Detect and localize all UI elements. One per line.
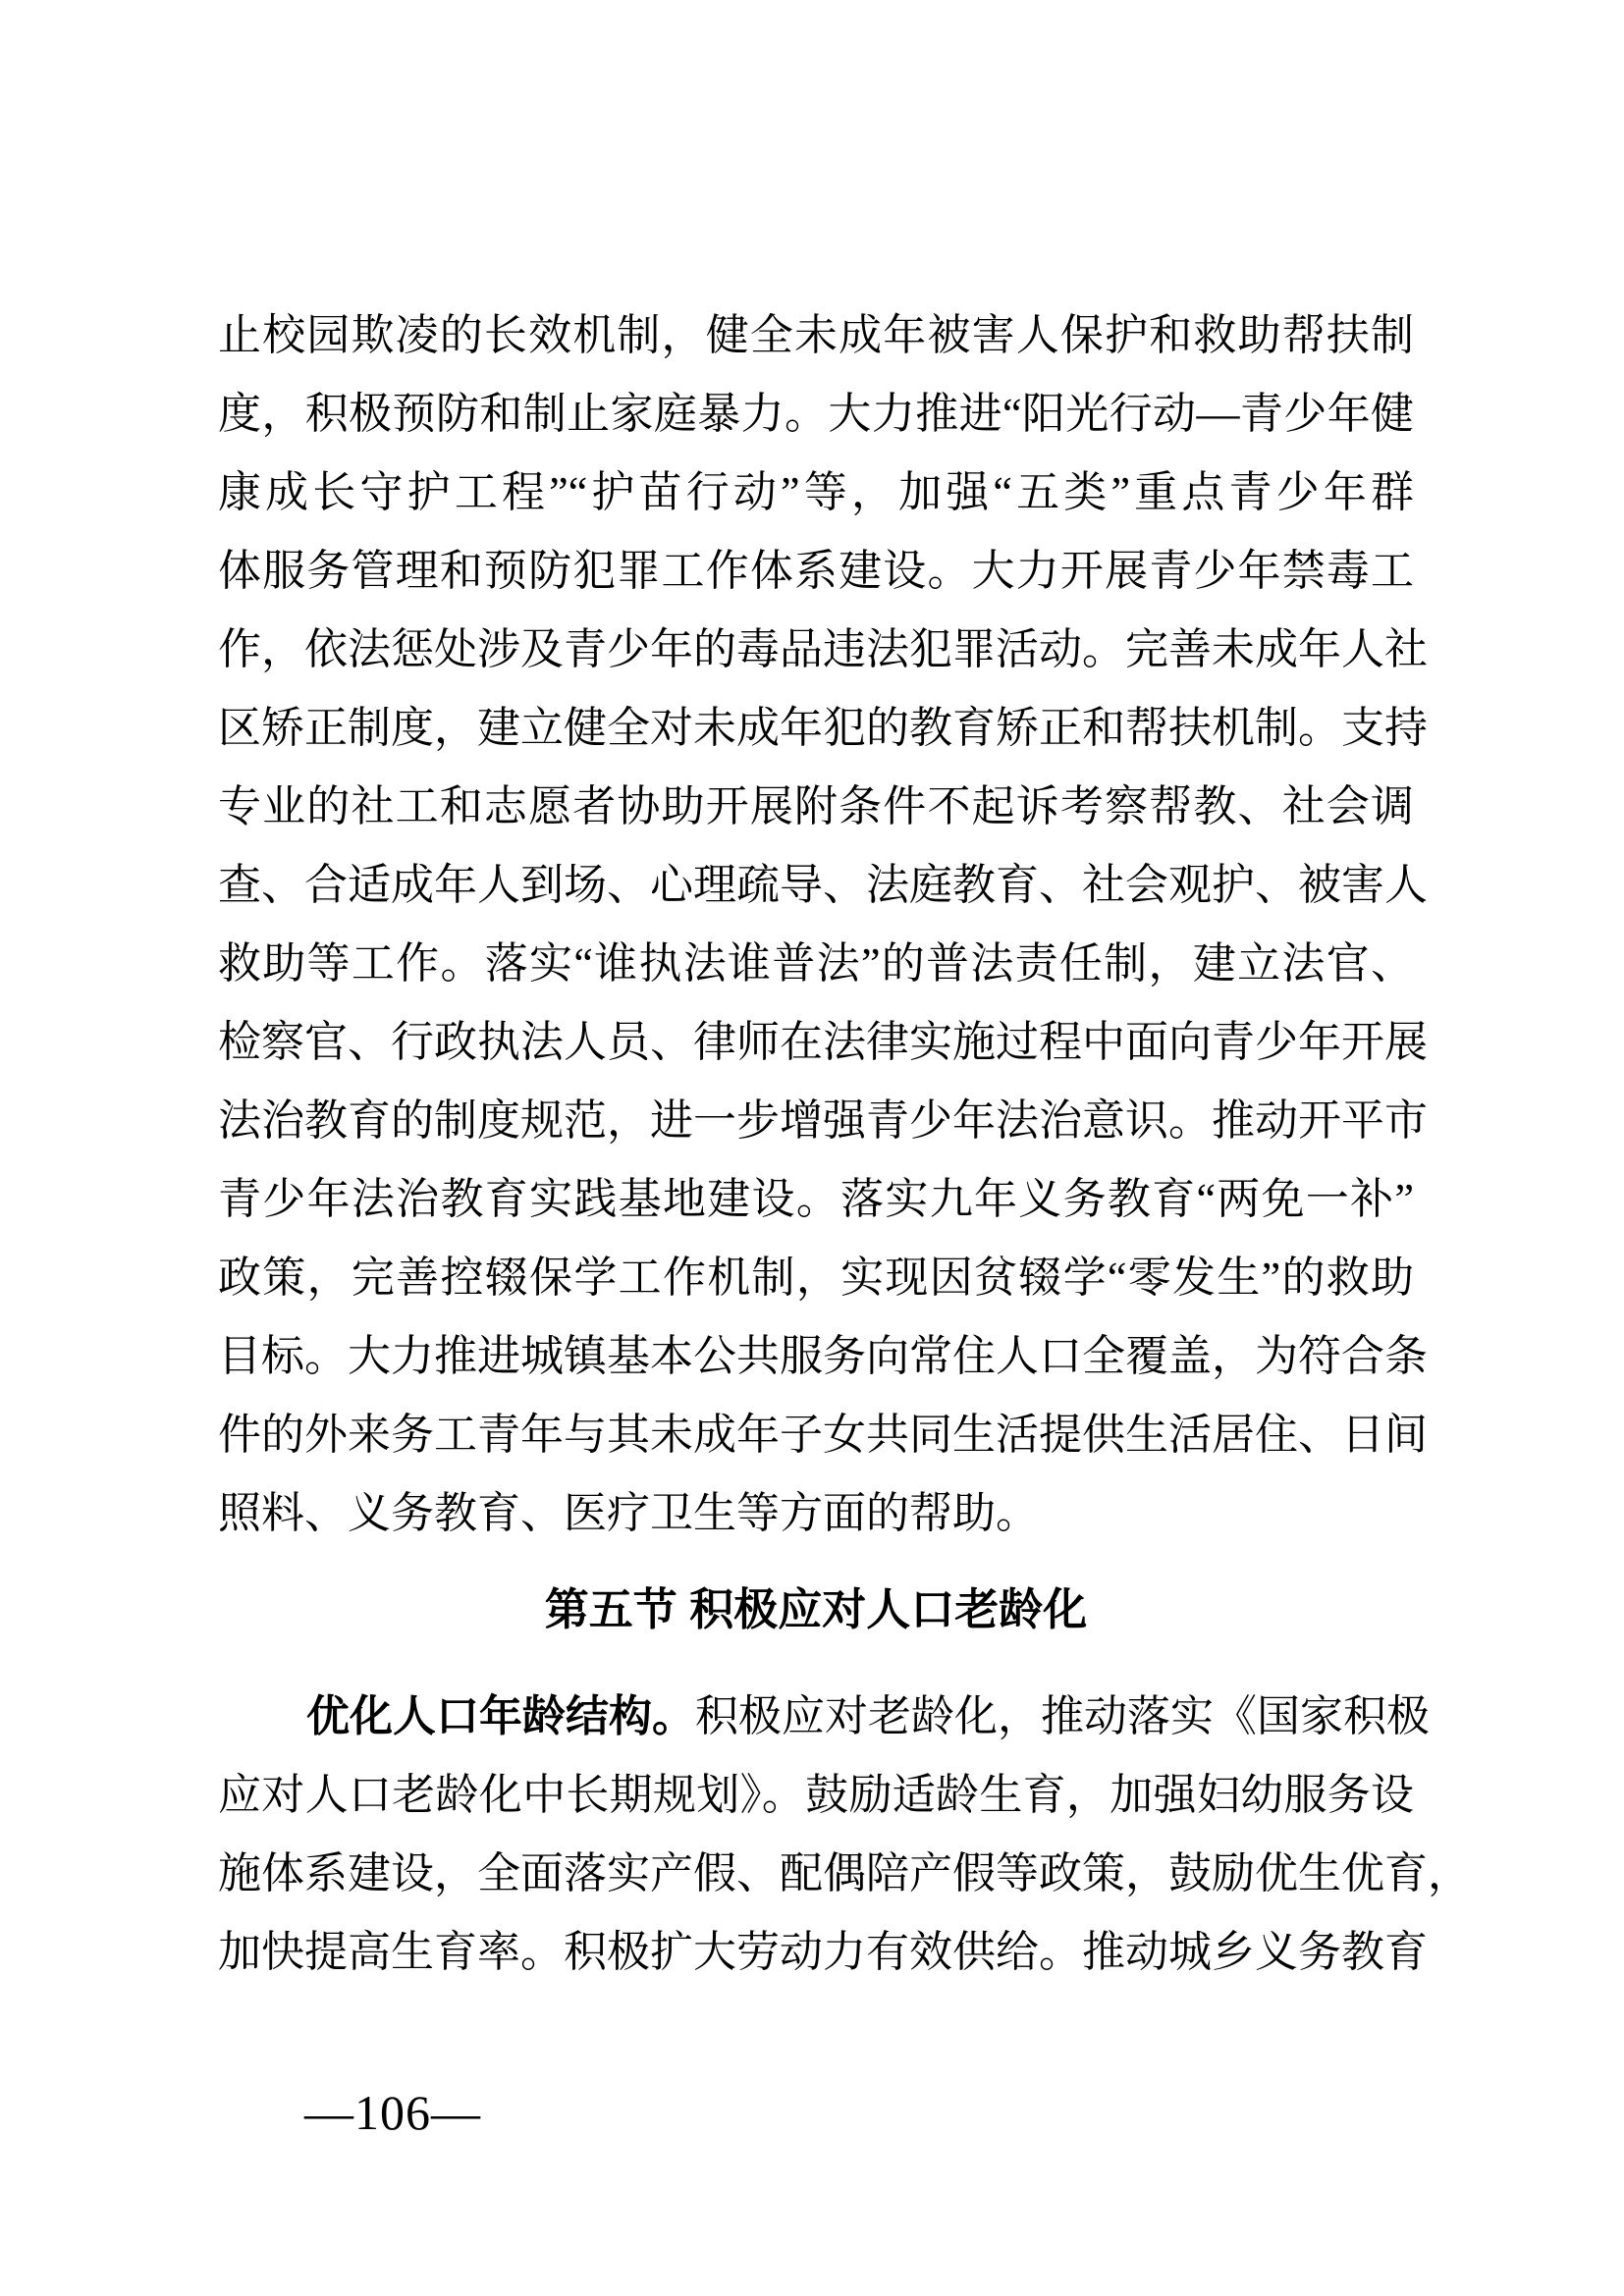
text-line: 康成长守护工程”“护苗行动”等，加强“五类”重点青少年群 [218,468,1414,516]
text-line: 止校园欺凌的长效机制，健全未成年被害人保护和救助帮扶制 [218,311,1414,359]
page-number: —106— [304,2085,481,2140]
text-line: 专业的社工和志愿者协助开展附条件不起诉考察帮教、社会调 [218,782,1414,830]
text-line: 青少年法治教育实践基地建设。落实九年义务教育“两免一补” [218,1175,1414,1223]
text-line: 检察官、行政执法人员、律师在法律实施过程中面向青少年开展 [218,1018,1428,1066]
paragraph-youth-protection [218,296,1428,1553]
page-content [218,296,1471,1992]
text-line: 应对人口老龄化中长期规划》。鼓励适龄生育，加强妇幼服务设 [218,1771,1414,1819]
section-heading: 第五节 积极应对人口老龄化 [544,1584,1088,1634]
text-line: 区矫正制度，建立健全对未成年犯的教育矫正和帮扶机制。支持 [218,704,1428,752]
text-line: 政策，完善控辍保学工作机制，实现因贫辍学“零发生”的救助 [218,1254,1414,1302]
text-line: 作，依法惩处涉及青少年的毒品违法犯罪活动。完善未成年人社 [218,625,1428,673]
text-line: 照料、义务教育、医疗卫生等方面的帮助。 [218,1489,1039,1537]
text-line: 目标。大力推进城镇基本公共服务向常住人口全覆盖，为符合条 [218,1332,1428,1380]
paragraph-population-aging [218,1678,1471,1992]
text-line: 法治教育的制度规范，进一步增强青少年法治意识。推动开平市 [218,1096,1428,1145]
text-line: 加快提高生育率。积极扩大劳动力有效供给。推动城乡义务教育 [218,1928,1428,1976]
text-line: 优化人口年龄结构。积极应对老龄化，推动落实《国家积极 [306,1692,1430,1740]
text-line: 救助等工作。落实“谁执法谁普法”的普法责任制，建立法官、 [218,939,1414,988]
text-line: 件的外来务工青年与其未成年子女共同生活提供生活居住、日间 [218,1411,1428,1459]
text-line: 体服务管理和预防犯罪工作体系建设。大力开展青少年禁毒工 [218,547,1414,595]
bold-lead-phrase: 优化人口年龄结构。 [306,1692,695,1740]
text-line: 查、合适成年人到场、心理疏导、法庭教育、社会观护、被害人 [218,861,1428,909]
text-line: 施体系建设，全面落实产假、配偶陪产假等政策，鼓励优生优育， [218,1849,1471,1897]
text-line: 度，积极预防和制止家庭暴力。大力推进“阳光行动—青少年健 [218,390,1414,438]
